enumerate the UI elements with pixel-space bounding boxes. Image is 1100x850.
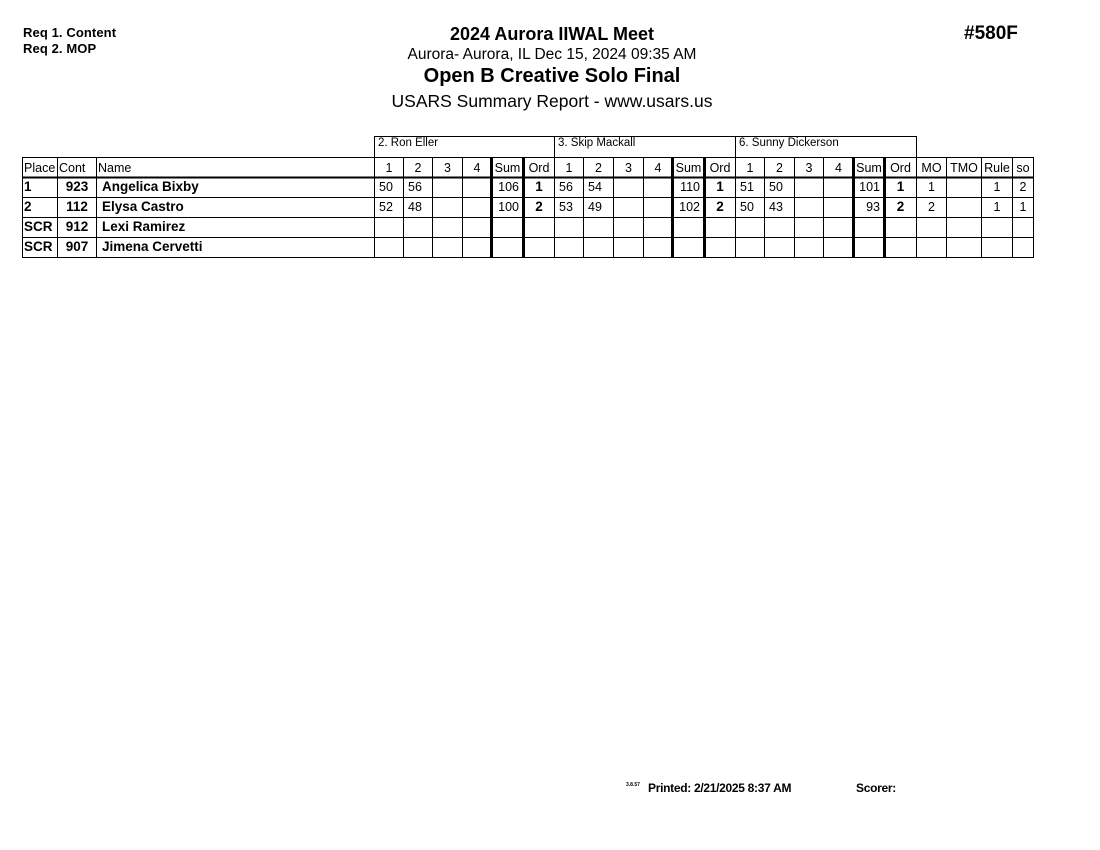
ordinal-cell — [525, 237, 553, 257]
score-cell: 52 — [379, 200, 393, 214]
score-cell — [585, 237, 612, 257]
score-cell — [615, 177, 642, 197]
score-cell — [556, 237, 582, 257]
skater-name-cell: Angelica Bixby — [102, 179, 199, 194]
score-cell — [376, 217, 402, 237]
meet-location-date: Aurora- Aurora, IL Dec 15, 2024 09:35 AM — [407, 46, 697, 63]
score-cell: 50 — [740, 200, 754, 214]
column-header-score: Sum — [856, 161, 882, 175]
column-header-score: 3 — [444, 161, 451, 175]
majority-ordinal-cell — [918, 217, 945, 237]
meet-title: 2024 Aurora IIWAL Meet — [449, 24, 655, 44]
column-header-score: Ord — [890, 161, 911, 175]
score-cell — [464, 217, 490, 237]
score-sum-cell — [493, 217, 522, 237]
skater-name-cell: Jimena Cervetti — [102, 239, 203, 254]
column-header-score: 2 — [414, 161, 422, 175]
column-header-score: Sum — [675, 161, 702, 175]
score-sum-cell — [855, 237, 883, 257]
score-cell — [376, 237, 402, 257]
ordinal-cell — [706, 217, 734, 237]
score-cell — [737, 217, 763, 237]
column-header-place: Place — [24, 161, 56, 175]
score-sum-cell: 101 — [859, 180, 880, 194]
score-cell: 56 — [559, 180, 573, 194]
score-sum-cell: 102 — [679, 200, 700, 214]
score-cell: 51 — [740, 180, 754, 194]
ordinal-cell: 2 — [896, 199, 905, 214]
score-sum-cell — [855, 217, 883, 237]
column-header-score: 4 — [654, 161, 662, 175]
so-cell: 1 — [1019, 200, 1027, 214]
rule-cell — [983, 237, 1011, 257]
score-cell — [645, 217, 671, 237]
column-header-score: 3 — [805, 161, 813, 175]
score-cell — [434, 217, 461, 237]
tmo-cell — [948, 217, 980, 237]
score-cell — [645, 177, 671, 197]
score-cell — [766, 237, 793, 257]
ordinal-cell — [886, 217, 915, 237]
contestant-number-cell: 923 — [65, 179, 89, 194]
column-header-score: 1 — [746, 161, 754, 175]
score-sum-cell: 100 — [498, 200, 519, 214]
ordinal-cell: 1 — [896, 179, 905, 194]
score-cell — [796, 197, 822, 217]
score-sum-cell: 93 — [866, 200, 880, 214]
column-header-mo: MO — [921, 161, 942, 175]
score-cell — [434, 197, 461, 217]
report-title: USARS Summary Report - www.usars.us — [391, 91, 713, 111]
score-cell — [645, 197, 671, 217]
column-header-score: 4 — [473, 161, 481, 175]
score-cell: 50 — [379, 180, 393, 194]
ordinal-cell — [706, 237, 734, 257]
skater-name-cell: Elysa Castro — [102, 199, 184, 214]
majority-ordinal-cell — [918, 237, 945, 257]
ordinal-cell — [886, 237, 915, 257]
event-number: #580F — [964, 23, 1018, 44]
printed-timestamp: Printed: 2/21/2025 8:37 AM — [648, 781, 792, 795]
column-header-name: Name — [98, 161, 132, 175]
score-cell — [825, 217, 852, 237]
score-cell — [464, 177, 490, 197]
score-cell — [405, 237, 431, 257]
score-cell — [464, 237, 490, 257]
ordinal-cell: 1 — [716, 179, 724, 194]
requirement-2: Req 2. MOP — [23, 41, 97, 56]
requirement-1: Req 1. Content — [23, 25, 117, 40]
rule-cell: 1 — [993, 200, 1001, 214]
majority-ordinal-cell: 2 — [928, 200, 935, 214]
rule-cell — [983, 217, 1011, 237]
software-version: 3.8.57 — [626, 782, 640, 788]
ordinal-cell: 2 — [535, 199, 543, 214]
score-cell — [796, 237, 822, 257]
score-sum-cell — [674, 237, 703, 257]
column-header-cont: Cont — [59, 161, 86, 175]
tmo-cell — [948, 197, 980, 217]
column-header-score: 4 — [835, 161, 842, 175]
ordinal-cell: 2 — [716, 199, 724, 214]
skater-name-cell: Lexi Ramirez — [102, 219, 186, 234]
column-header-score: 3 — [625, 161, 632, 175]
score-cell — [585, 217, 612, 237]
column-header-rule: Rule — [984, 161, 1010, 175]
score-cell — [825, 197, 852, 217]
so-cell — [1014, 217, 1032, 237]
score-cell — [615, 197, 642, 217]
place-cell: 1 — [24, 179, 32, 194]
contestant-number-cell: 912 — [65, 219, 89, 234]
score-cell: 50 — [769, 180, 783, 194]
tmo-cell — [948, 237, 980, 257]
score-cell — [825, 177, 852, 197]
ordinal-cell: 1 — [535, 179, 543, 194]
score-sum-cell: 110 — [680, 180, 700, 194]
contestant-number-cell: 907 — [65, 239, 89, 254]
column-header-score: Ord — [528, 161, 550, 175]
score-sum-cell — [674, 217, 703, 237]
score-cell — [825, 237, 852, 257]
so-cell: 2 — [1019, 180, 1027, 194]
score-cell — [645, 237, 671, 257]
score-cell: 49 — [588, 200, 602, 214]
score-sum-cell: 106 — [498, 180, 519, 194]
column-header-so: so — [1016, 161, 1030, 175]
score-sum-cell — [493, 237, 522, 257]
score-cell — [796, 217, 822, 237]
score-cell: 43 — [769, 200, 783, 214]
event-title: Open B Creative Solo Final — [423, 65, 681, 87]
judge-name-1: 2. Ron Eller — [378, 137, 439, 149]
rule-cell: 1 — [993, 180, 1001, 194]
column-header-score: 1 — [565, 161, 573, 175]
place-cell: SCR — [24, 239, 53, 254]
column-header-score: Sum — [494, 161, 521, 175]
column-header-tmo: TMO — [950, 161, 978, 175]
scorer-label: Scorer: — [856, 781, 896, 795]
column-header-score: Ord — [709, 161, 731, 175]
so-cell — [1014, 237, 1032, 257]
score-cell: 48 — [408, 200, 422, 214]
score-cell — [434, 237, 461, 257]
tmo-cell — [948, 177, 980, 197]
majority-ordinal-cell: 1 — [928, 180, 935, 194]
score-cell — [796, 177, 822, 197]
ordinal-cell — [525, 217, 553, 237]
column-header-score: 2 — [776, 161, 783, 175]
contestant-number-cell: 112 — [66, 199, 88, 214]
score-cell — [556, 217, 582, 237]
column-header-score: 2 — [595, 161, 602, 175]
score-cell — [766, 217, 793, 237]
score-cell — [737, 237, 763, 257]
place-cell: SCR — [24, 219, 53, 234]
column-header-score: 1 — [385, 161, 393, 175]
score-cell — [464, 197, 490, 217]
score-cell — [405, 217, 431, 237]
score-cell — [434, 177, 461, 197]
place-cell: 2 — [24, 199, 32, 214]
judge-name-2: 3. Skip Mackall — [558, 137, 636, 149]
score-cell: 56 — [408, 180, 422, 194]
score-cell: 53 — [559, 200, 573, 214]
score-cell: 54 — [588, 180, 602, 194]
score-cell — [615, 237, 642, 257]
score-cell — [615, 217, 642, 237]
judge-name-3: 6. Sunny Dickerson — [739, 137, 839, 149]
